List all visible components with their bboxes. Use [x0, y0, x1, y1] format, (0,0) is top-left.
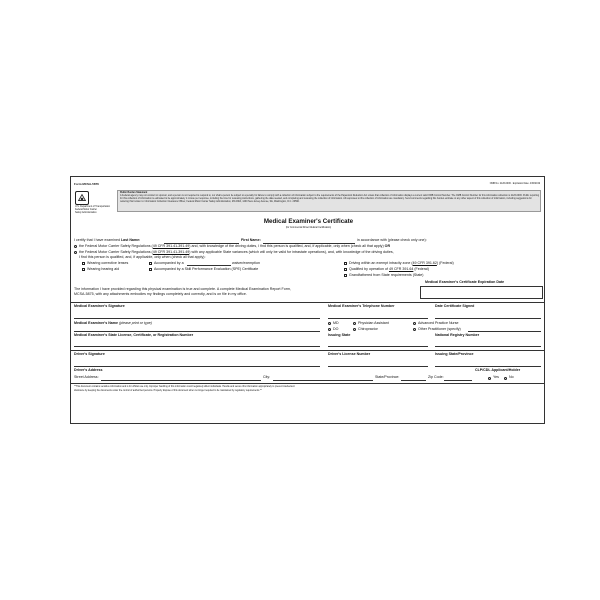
- driver-signature-field[interactable]: [74, 366, 320, 367]
- registry-number-field[interactable]: [435, 346, 541, 347]
- driver-license-field[interactable]: [328, 366, 428, 367]
- examiner-signature-label: Medical Examiner's Signature: [74, 304, 125, 308]
- divider: [71, 302, 544, 303]
- state-variance-option-radio[interactable]: [74, 251, 77, 254]
- issuing-state-label: Issuing State: [328, 333, 351, 337]
- state-variance-option-text: the Federal Motor Carrier Safety Regulations (49 CFR 391.41-391.49) with any applicable State variances (which will only be valid for intrastate operations), and, with knowledge of the driving duties,: [79, 250, 394, 254]
- federal-option-text: the Federal Motor Carrier Safety Regulations (49 CFR 391.41-391.49) and, with knowledge of the driving duties, I find this person is qualified, and, if applicable, only when (check all that apply) OR: [79, 244, 391, 248]
- public-burden-statement: [117, 190, 541, 212]
- first-name-label: First Name:: [241, 238, 261, 242]
- waiver-field[interactable]: [187, 265, 231, 266]
- sensitivity-notice-line-1: **This document contains sensitive information and is for official use only. Improper handling of this information could negatively affect individuals. Handle and secure this information appropriately to prevent inadvertent: [74, 386, 295, 388]
- form-subtitle: (for Commercial Driver Medical Certification): [285, 227, 332, 229]
- examiner-name-label: Medical Examiner's Name (please print or type): [74, 321, 152, 325]
- form-title: Medical Examiner's Certificate: [263, 218, 354, 225]
- zip-code-label: Zip Code:: [428, 375, 444, 379]
- waiver-checkbox[interactable]: [149, 262, 152, 265]
- date-signed-label: Date Certificate Signed: [435, 304, 475, 308]
- federal-option-radio[interactable]: [74, 245, 77, 248]
- driver-license-label: Driver's License Number: [328, 352, 371, 356]
- attestation-line-2: MCSA-5875, with any attachments embodies my findings completely and correctly, and is on file in my office.: [74, 292, 247, 296]
- attestation-line-1: The information I have provided regarding this physical examination is true and complete. A complete Medical Examination Report Form,: [74, 287, 291, 291]
- md-radio[interactable]: [328, 322, 331, 325]
- zip-code-field[interactable]: [444, 380, 472, 381]
- state-variance-option-line2: I find this person is qualified, and, if applicable, only when (check all that apply):: [79, 255, 206, 259]
- other-practitioner-field[interactable]: [468, 331, 541, 332]
- state-province-field[interactable]: [401, 380, 426, 381]
- sensitivity-notice-line-2: disclosure by keeping the documents under the control of authorized persons. Properly dispose of this document when no longer required to be maintained by regulatory requirements.**: [74, 390, 262, 392]
- cdl-no-radio[interactable]: [504, 377, 507, 380]
- corrective-lenses-checkbox[interactable]: [82, 262, 85, 265]
- city-label: City:: [263, 375, 271, 379]
- cdl-yes-label: Yes: [493, 375, 499, 379]
- cdl-no-label: No: [509, 375, 514, 379]
- waiver-label-post: waiver/exemption: [232, 260, 260, 265]
- agency-line-3: Safety Administration: [75, 212, 97, 214]
- grandfathered-state-checkbox[interactable]: [344, 274, 347, 277]
- omb-number: OMB No. 2126-0006 · Expiration Date: 4/30/2019: [489, 183, 540, 185]
- exempt-intracity-checkbox[interactable]: [344, 262, 347, 265]
- hearing-aid-label: Wearing hearing aid: [87, 266, 120, 271]
- do-label: DO: [333, 326, 339, 331]
- certify-instruction: in accordance with (please check only one):: [357, 238, 427, 242]
- grandfathered-federal-checkbox[interactable]: [344, 268, 347, 271]
- examiner-signature-field[interactable]: [74, 318, 320, 319]
- state-license-field[interactable]: [74, 346, 320, 347]
- examiner-phone-field[interactable]: [328, 318, 428, 319]
- cdl-yes-radio[interactable]: [488, 377, 491, 380]
- date-signed-field[interactable]: [435, 318, 541, 319]
- spe-certificate-label: Accompanied by a Skill Performance Evaluation (SPE) Certificate: [154, 266, 259, 271]
- examiner-name-field[interactable]: [74, 331, 320, 332]
- md-label: MD: [333, 320, 339, 325]
- state-province-label: State/Province:: [375, 375, 400, 379]
- physician-assistant-radio[interactable]: [353, 322, 356, 325]
- do-radio[interactable]: [328, 328, 331, 331]
- driver-address-label: Driver's Address: [74, 368, 103, 372]
- agency-line-2: Federal Motor Carrier: [75, 209, 97, 211]
- driver-issuing-state-field[interactable]: [435, 366, 541, 367]
- other-practitioner-label: Other Practitioner (specify): [418, 326, 461, 331]
- certify-intro: I certify that I have examined Last Name:: [74, 238, 141, 242]
- exempt-intracity-label: Driving within an exempt intracity zone (49 CFR 391.62) (Federal): [349, 260, 454, 265]
- cdl-applicant-label: CLP/CDL Applicant/Holder: [475, 368, 521, 372]
- dot-logo-icon: [75, 191, 89, 205]
- issuing-state-field[interactable]: [328, 346, 428, 347]
- street-address-field[interactable]: [101, 380, 261, 381]
- divider: [71, 383, 544, 384]
- chiropractor-label: Chiropractor: [358, 326, 378, 331]
- form-number: Form MCSA-5876: [74, 182, 99, 186]
- last-name-label: Last Name:: [120, 238, 141, 242]
- grandfathered-state-label: Grandfathered from State requirements (State): [349, 272, 424, 277]
- agency-line-1: U.S. Department of Transportation: [75, 206, 110, 208]
- expiration-date-label: Medical Examiner's Certificate Expiration Date: [425, 280, 505, 284]
- pbs-text: A Federal agency may not conduct or sponsor, and a person is not required to respond to, nor shall a person be subject to a penalty for failure to comply with a collection of information subject to the requirements of the Paperwork Reduction Act unless that collection of information displays a current valid OMB Control Number. The OMB Control Number for this information collection is 2126-0006. Public reporting for this collection of information is estimated to be approximately 1 minute per response, including the time for reviewing instructions, gathering the data needed, and completing and reviewing the collection of information. All responses to this collection of information are mandatory. Send comments regarding this burden estimate or any other aspect of this collection of information, including suggestions for reducing this burden to: Information Collection Clearance Officer, Federal Motor Carrier Safety Administration, MC-RRA, 1200 New Jersey Avenue, SE, Washington, D.C. 20590.: [120, 195, 539, 203]
- registry-number-label: National Registry Number: [435, 333, 480, 337]
- medical-examiners-certificate-form: [70, 176, 545, 424]
- advanced-practice-nurse-label: Advanced Practice Nurse: [418, 320, 459, 325]
- spe-certificate-checkbox[interactable]: [149, 268, 152, 271]
- corrective-lenses-label: Wearing corrective lenses: [87, 260, 129, 265]
- examiner-phone-label: Medical Examiner's Telephone Number: [328, 304, 395, 308]
- pbs-title: Public Burden Statement: [120, 192, 148, 194]
- state-license-label: Medical Examiner's State License, Certificate, or Registration Number: [74, 333, 194, 337]
- waiver-label-pre: Accompanied by a: [154, 260, 184, 265]
- city-field[interactable]: [273, 380, 373, 381]
- street-address-label: Street Address:: [74, 375, 99, 379]
- expiration-date-field[interactable]: [420, 286, 543, 299]
- divider: [71, 350, 544, 351]
- driver-signature-label: Driver's Signature: [74, 352, 105, 356]
- driver-issuing-state-label: Issuing State/Province: [435, 352, 474, 356]
- physician-assistant-label: Physician Assistant: [358, 320, 389, 325]
- advanced-practice-nurse-radio[interactable]: [413, 322, 416, 325]
- chiropractor-radio[interactable]: [353, 328, 356, 331]
- other-practitioner-radio[interactable]: [413, 328, 416, 331]
- grandfathered-federal-label: Qualified by operation of 49 CFR 391.64 (Federal): [349, 266, 429, 271]
- hearing-aid-checkbox[interactable]: [82, 268, 85, 271]
